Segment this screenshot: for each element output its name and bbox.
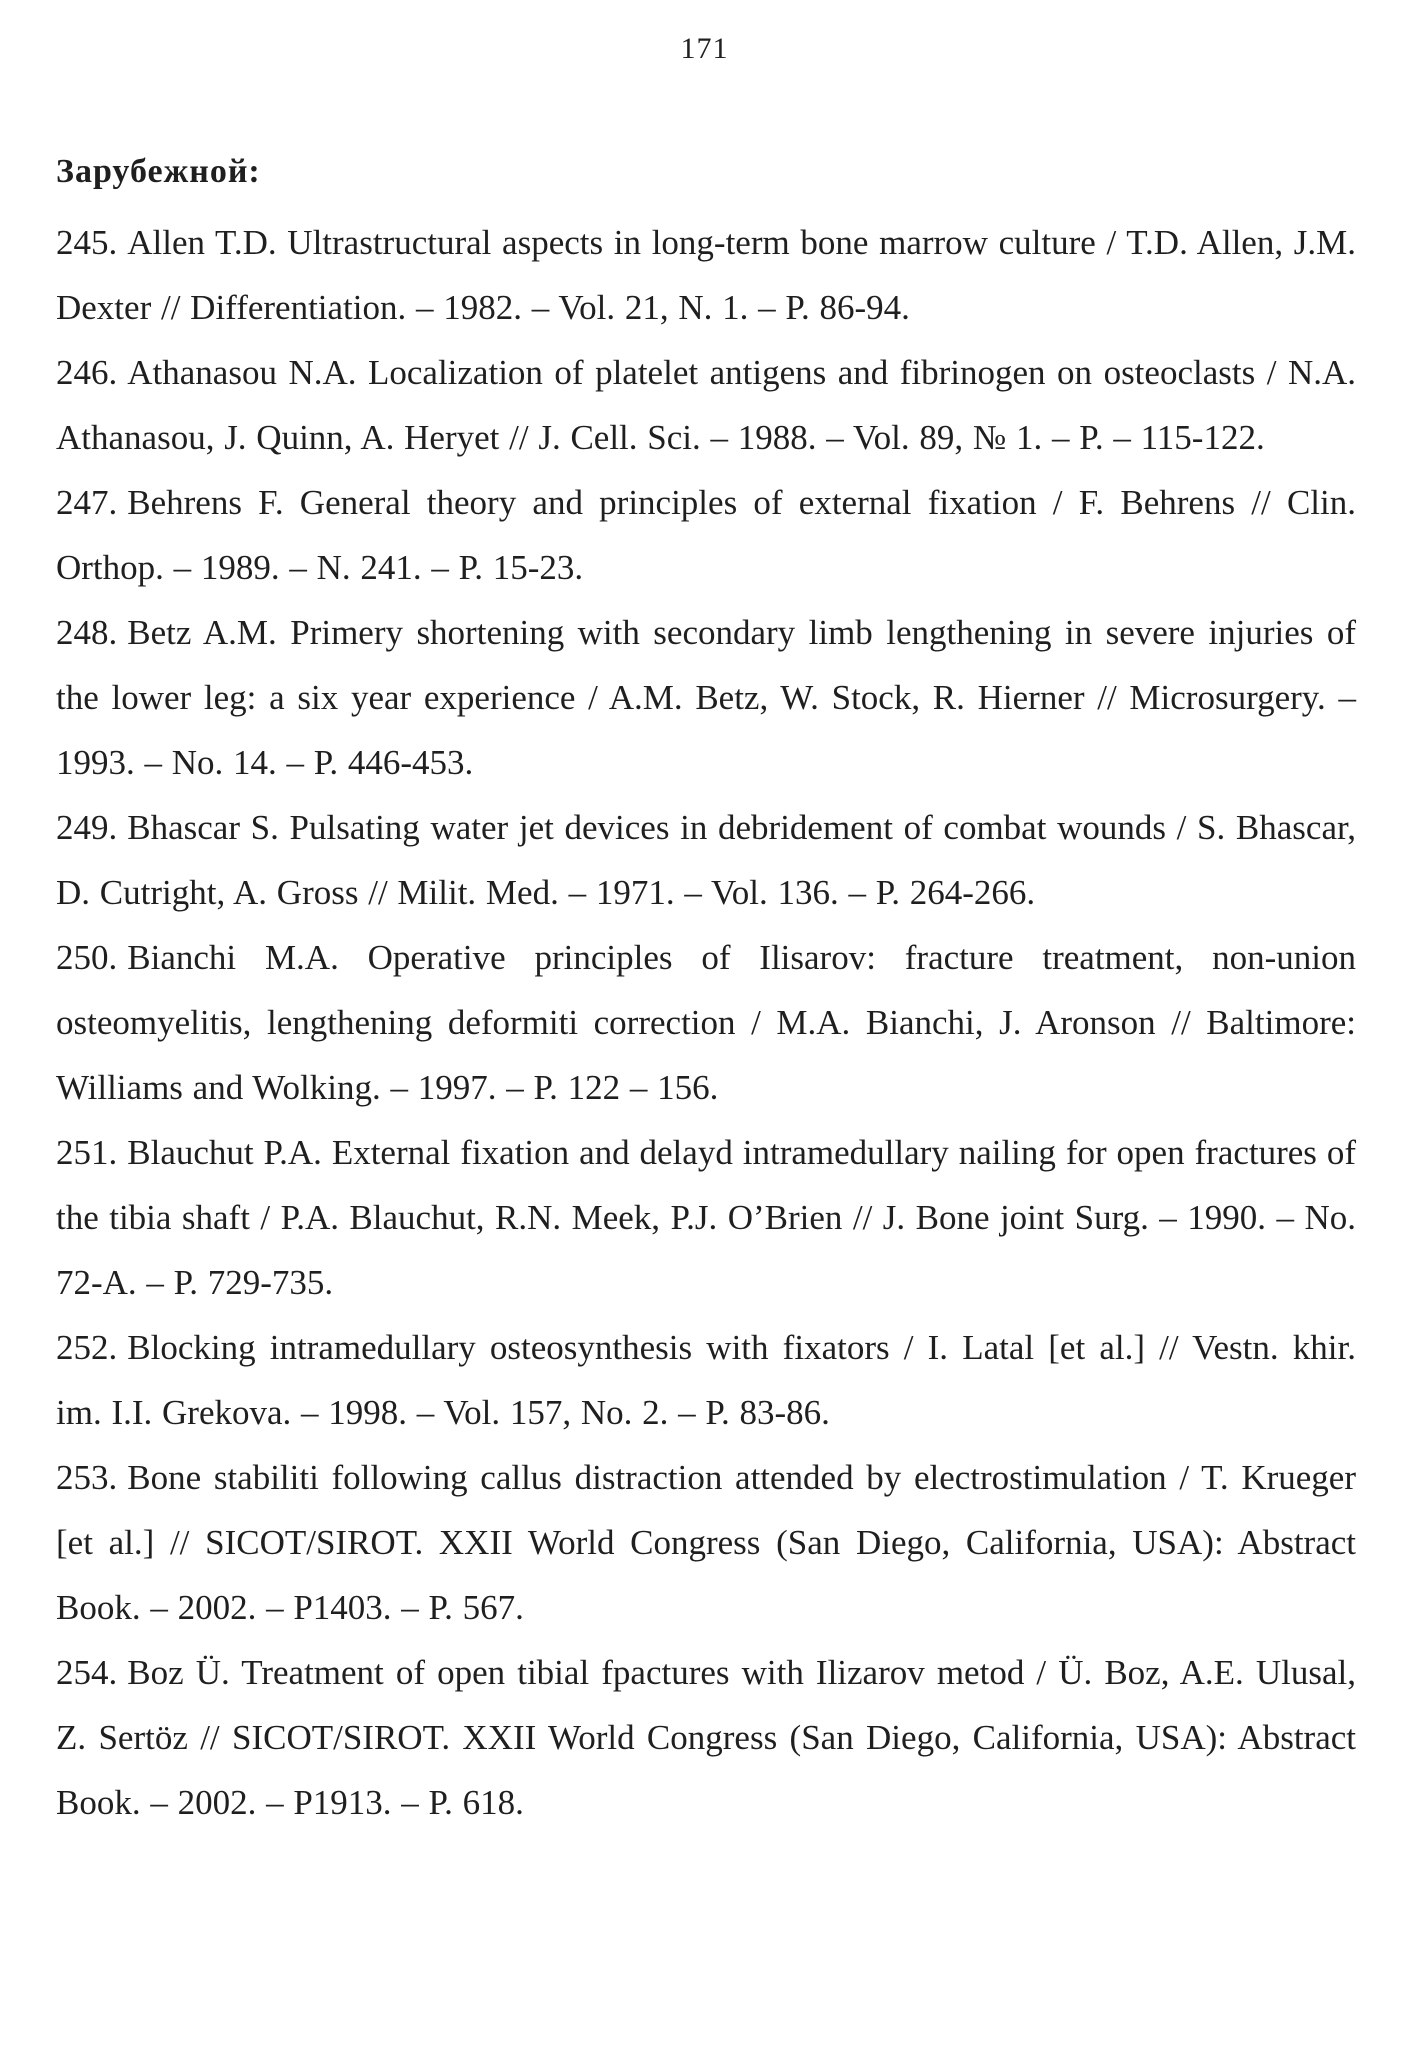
reference-list xyxy=(56,210,1356,1835)
reference-number: 251. xyxy=(56,1133,118,1172)
reference-text: Blocking intramedullary osteosynthesis with fixators / I. Latal [et al.] // Vestn. khir. im. I.I. Grekova. – 1998. – Vol. 157, No. 2. – P. 83-86. xyxy=(56,1328,1356,1432)
section-heading: Зарубежной: xyxy=(56,153,261,190)
reference-number: 245. xyxy=(56,223,118,262)
reference-number: 254. xyxy=(56,1653,118,1692)
reference-item xyxy=(56,795,1356,925)
reference-item xyxy=(56,600,1356,795)
reference-item xyxy=(56,1640,1356,1835)
reference-number: 247. xyxy=(56,483,118,522)
reference-number: 248. xyxy=(56,613,118,652)
reference-item xyxy=(56,340,1356,470)
reference-text: Allen T.D. Ultrastructural aspects in long-term bone marrow culture / T.D. Allen, J.M. Dexter // Differentiation. – 1982. – Vol. 21, N. 1. – P. 86-94. xyxy=(56,223,1356,327)
reference-item xyxy=(56,1445,1356,1640)
reference-number: 246. xyxy=(56,353,118,392)
reference-item xyxy=(56,470,1356,600)
reference-text: Bone stabiliti following callus distraction attended by electrostimulation / T. Krueger [et al.] // SICOT/SIROT. XXII World Congress (San Diego, California, USA): Abstract Book. – 2002. – P1403. – P. 567. xyxy=(56,1458,1356,1627)
reference-item xyxy=(56,925,1356,1120)
reference-number: 253. xyxy=(56,1458,118,1497)
reference-text: Bhascar S. Pulsating water jet devices in debridement of combat wounds / S. Bhascar, D. Cutright, A. Gross // Milit. Med. – 1971. – Vol. 136. – P. 264-266. xyxy=(56,808,1356,912)
reference-text: Betz A.M. Primery shortening with secondary limb lengthening in severe injuries of the lower leg: a six year experience / A.M. Betz, W. Stock, R. Hierner // Microsurgery. – 1993. – No. 14. – P. 446-453. xyxy=(56,613,1356,782)
reference-item xyxy=(56,1120,1356,1315)
reference-number: 250. xyxy=(56,938,118,977)
reference-item xyxy=(56,210,1356,340)
reference-text: Behrens F. General theory and principles of external fixation / F. Behrens // Clin. Orthop. – 1989. – N. 241. – P. 15-23. xyxy=(56,483,1356,587)
reference-text: Boz Ü. Treatment of open tibial fpactures with Ilizarov metod / Ü. Boz, A.E. Ulusal, Z. Sertöz // SICOT/SIROT. XXII World Congress (San Diego, California, USA): Abstract Book. – 2002. – P1913. – P. 618. xyxy=(56,1653,1356,1822)
reference-item xyxy=(56,1315,1356,1445)
reference-text: Blauchut P.A. External fixation and delayd intramedullary nailing for open fractures of the tibia shaft / P.A. Blauchut, R.N. Meek, P.J. O’Brien // J. Bone joint Surg. – 1990. – No. 72-A. – P. 729-735. xyxy=(56,1133,1356,1302)
reference-number: 252. xyxy=(56,1328,118,1367)
reference-text: Bianchi M.A. Operative principles of Ilisarov: fracture treatment, non-union osteomyelitis, lengthening deformiti correction / M.A. Bianchi, J. Aronson // Baltimore: Williams and Wolking. – 1997. – P. 122 – 156. xyxy=(56,938,1356,1107)
page-number: 171 xyxy=(680,32,729,65)
reference-text: Athanasou N.A. Localization of platelet antigens and fibrinogen on osteoclasts / N.A. Athanasou, J. Quinn, A. Heryet // J. Cell. Sci. – 1988. – Vol. 89, № 1. – P. – 115-122. xyxy=(56,353,1356,457)
reference-number: 249. xyxy=(56,808,118,847)
